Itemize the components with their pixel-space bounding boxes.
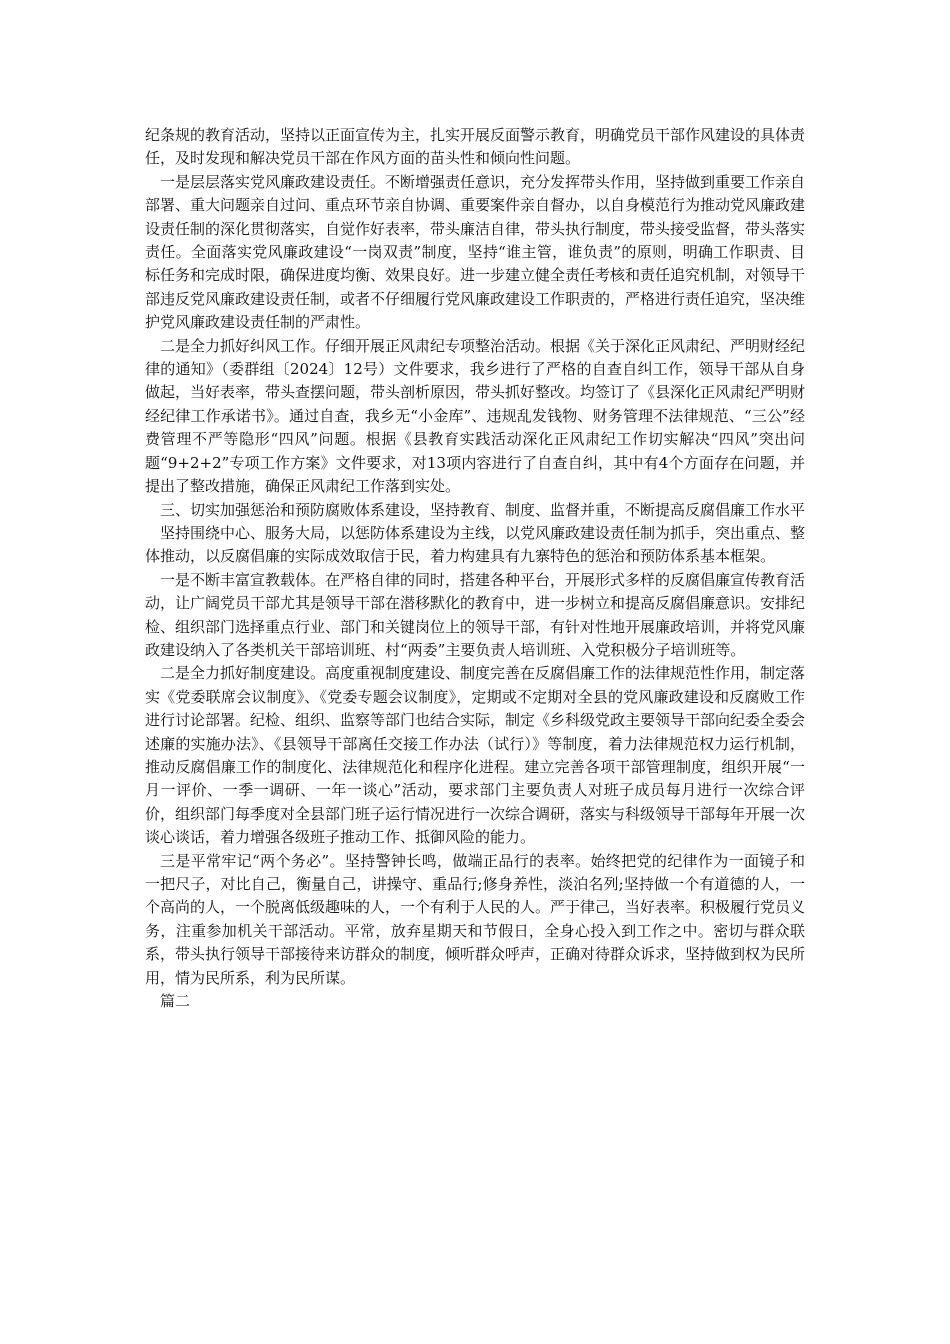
document-page (145, 124, 805, 1013)
paragraph-5: 坚持围绕中心、服务大局，以惩防体系建设为主线，以党风廉政建设责任制为抓手，突出重点、整体推动，以反腐倡廉的实际成效取信于民，着力构建具有九寨特色的惩治和预防体系基本框架。 (145, 523, 806, 566)
paragraph-7: 二是全力抓好制度建设。高度重视制度建设、制度完善在反腐倡廉工作的法律规范性作用，制定落实《党委联席会议制度》、《党委专题会议制度》，定期或不定期对全县的党风廉政建设和反腐败工作进行讨论部署。纪检、组织、监察等部门也结合实际，制定《乡科级党政主要领导干部向纪委全委会述廉的实施办法》、《县领导干部离任交接工作办法（试行）》等制度，着力法律规范权力运行机制，推动反腐倡廉工作的制度化、法律规范化和程序化进程。建立完善各项干部管理制度，组织开展“一月一评价、一季一调研、一年一谈心”活动，要求部门主要负责人对班子成员每月进行一次综合评价，组织部门每季度对全县部门班子运行情况进行一次综合调研，落实与科级领导干部每年开展一次谈心谈话，着力增强各级班子推动工作、抵御风险的能力。 (145, 664, 806, 847)
part-label: 篇二 (160, 992, 191, 1011)
paragraph-3: 二是全力抓好纠风工作。仔细开展正风肃纪专项整治活动。根据《关于深化正风肃纪、严明财经纪律的通知》（委群组〔2024〕12号）文件要求，我乡进行了严格的自查自纠工作，领导干部从自身做起，当好表率，带头查摆问题，带头剖析原因，带头抓好整改。均签订了《县深化正风肃纪严明财经纪律工作承诺书》。通过自查，我乡无“小金库”、违规乱发钱物、财务管理不法律规范、“三公”经费管理不严等隐形“四风”问题。根据《县教育实践活动深化正风肃纪工作切实解决“四风”突出问题“9+2+2”专项工作方案》文件要求，对13项内容进行了自查自纠，其中有4个方面存在问题，并提出了整改措施，确保正风肃纪工作落到实处。 (145, 336, 806, 496)
section-heading-3: 三、切实加强惩治和预防腐败体系建设，坚持教育、制度、监督并重，不断提高反腐倡廉工作水平 (160, 500, 806, 519)
paragraph-8: 三是平常牢记“两个务必”。坚持警钟长鸣，做端正品行的表率。始终把党的纪律作为一面镜子和一把尺子，对比自己，衡量自己，讲操守、重品行;修身养性，淡泊名列;坚持做一个有道德的人，一个高尚的人，一个脱离低级趣味的人，一个有利于人民的人。严于律己，当好表率。积极履行党员义务，注重参加机关干部活动。平常，放弃星期天和节假日，全身心投入到工作之中。密切与群众联系，带头执行领导干部接待来访群众的制度，倾听群众呼声，正确对待群众诉求，坚持做到权为民所用，情为民所系，利为民所谋。 (145, 851, 806, 987)
paragraph-1: 纪条规的教育活动，坚持以正面宣传为主，扎实开展反面警示教育，明确党员干部作风建设的具体责任，及时发现和解决党员干部在作风方面的苗头性和倾向性问题。 (145, 126, 806, 168)
paragraph-2: 一是层层落实党风廉政建设责任。不断增强责任意识，充分发挥带头作用，坚持做到重要工作亲自部署、重大问题亲自过问、重点环节亲自协调、重要案件亲自督办，以自身模范行为推动党风廉政建设责任制的深化贯彻落实，自觉作好表率，带头廉洁自律，带头执行制度，带头接受监督，带头落实责任。全面落实党风廉政建设“一岗双责”制度，坚持“谁主管，谁负责”的原则，明确工作职责、目标任务和完成时限，确保进度均衡、效果良好。进一步建立健全责任考核和责任追究机制，对领导干部违反党风廉政建设责任制，或者不仔细履行党风廉政建设工作职责的，严格进行责任追究，坚决维护党风廉政建设责任制的严肃性。 (145, 172, 806, 332)
paragraph-6: 一是不断丰富宣教载体。在严格自律的同时，搭建各种平台，开展形式多样的反腐倡廉宣传教育活动，让广阔党员干部尤其是领导干部在潜移默化的教育中，进一步树立和提高反腐倡廉意识。安排纪检、组织部门选择重点行业、部门和关键岗位上的领导干部，有针对性地开展廉政培训，并将党风廉政建设纳入了各类机关干部培训班、村“两委”主要负责人培训班、入党积极分子培训班等。 (145, 570, 806, 659)
